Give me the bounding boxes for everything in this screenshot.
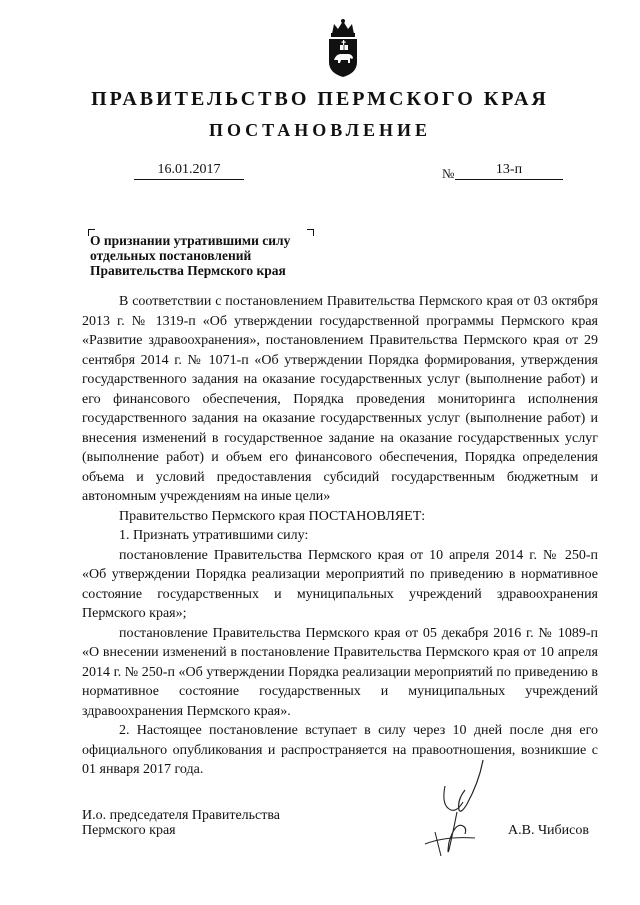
document-subject: [90, 233, 330, 278]
subject-line: Правительства Пермского края: [90, 263, 286, 278]
paragraph-repealed-1: постановление Правительства Пермского края от 10 апреля 2014 г. № 250-п «Об утверждении Порядка реализации мероприятий по приведению в нормативное состояние государственных и муниципальных учреждений здравоохранения Пермского края»;: [82, 547, 598, 621]
signer-position-line: Пермского края: [82, 823, 176, 838]
document-date: 16.01.2017: [134, 162, 244, 180]
subject-line: О признании утратившими силу: [90, 233, 291, 248]
document-type: ПОСТАНОВЛЕНИЕ: [208, 120, 432, 140]
government-title: ПРАВИТЕЛЬСТВО ПЕРМСКОГО КРАЯ: [91, 88, 549, 110]
signer-name: А.В. Чибисов: [508, 823, 589, 838]
paragraph-preamble: В соответствии с постановлением Правительства Пермского края от 03 октября 2013 г. № 1319-п «Об утверждении государственной программы Пермского края «Развитие здравоохранения», постановлением Правительства Пермского края от 29 сентября 2014 г. № 1071-п «Об утверждении Порядка формирования, утверждения государственного задания на оказание государственных услуг (выполнение работ) и его финансового обеспечения, Порядка проведения мониторинга исполнения государственного задания на оказание государственных услуг (выполнение работ) и внесения изменений в государственное задание на оказание государственных услуг (выполнение работ) и объем его финансового обеспечения, Порядка определения объема и условий предоставления субсидий государственным бюджетным и автономным учреждениям на иные цели»: [82, 294, 598, 504]
subject-line: отдельных постановлений: [90, 248, 252, 263]
paragraph-item-1: 1. Признать утратившими силу:: [119, 528, 309, 543]
paragraph-resolves: Правительство Пермского края ПОСТАНОВЛЯЕТ:: [119, 508, 426, 524]
paragraph-repealed-2: постановление Правительства Пермского края от 05 декабря 2016 г. № 1089-п «О внесении изменений в постановление Правительства Пермского края от 10 апреля 2014 г. № 250-п «Об утверждении Порядка реализации мероприятий по приведению в нормативное состояние государственных и муниципальных учреждений здравоохранения Пермского края».: [82, 625, 598, 719]
document-body: [82, 292, 598, 780]
handwritten-signature: [405, 752, 505, 862]
paragraph-item-2: 2. Настоящее постановление вступает в силу через 10 дней после дня его официального опубликования и распространяется на правоотношения, возникшие с 01 января 2017 года.: [82, 723, 598, 777]
number-sign: №: [442, 166, 455, 181]
coat-of-arms-icon: [326, 18, 360, 78]
document-number: 13-п: [455, 162, 563, 180]
signer-position: [82, 808, 280, 838]
signer-position-line: И.о. председателя Правительства: [82, 808, 281, 823]
